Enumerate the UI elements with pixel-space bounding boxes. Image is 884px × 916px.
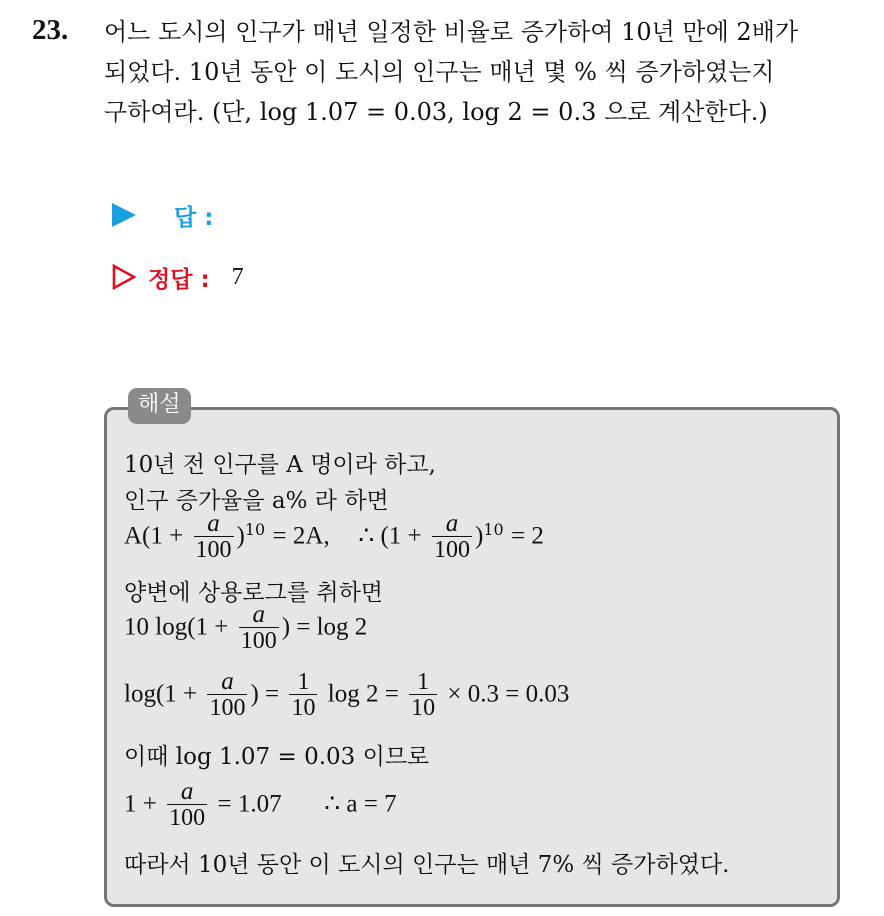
fraction: $\frac{a}{100}$ [169,778,206,831]
solution-line-3: A(1 + $\frac{a}{100}$ )$^{10}$ = 2A, ∴ (1 + $\frac{a}{100}$ )$^{10}$ = 2 [124,510,544,563]
answer-row [112,198,213,232]
exponent: 10 [483,519,504,539]
exponent: 10 [244,519,266,539]
solution-tag: 해설 [128,388,191,424]
solution-line-8: 1 + $\frac{a}{100}$ = 1.07 ∴ a = 7 [124,778,397,831]
question-number: 23. [32,14,69,46]
fraction: $\frac{a}{100}$ [433,510,470,563]
solution-line-4: 양변에 상용로그를 취하면 [124,580,384,606]
fraction: $\frac{a}{100}$ [195,510,232,563]
eq-text: ∴ (1 + [358,522,422,550]
solution-line-2: 인구 증가율을 a% 라 하면 [124,488,389,514]
fraction: $\frac{1}{10}$ [411,669,436,721]
fraction: $\frac{a}{100}$ [209,668,246,721]
correct-answer-row [112,260,244,294]
fraction: $\frac{a}{100}$ [240,601,277,654]
play-filled-icon [112,203,136,227]
answer-label: 답 : [174,204,214,231]
question-line: 어느 도시의 인구가 매년 일정한 비율로 증가하여 10년 만에 2배가 [104,18,799,46]
play-outline-icon [112,264,136,290]
eq-text: A(1 + [124,522,184,550]
solution-line-1: 10년 전 인구를 A 명이라 하고, [124,452,436,478]
correct-answer-value: 7 [231,263,244,290]
correct-answer-label: 정답 : [148,266,210,293]
solution-line-6: log(1 + $\frac{a}{100}$ ) = $\frac{1}{10}$ log 2 = $\frac{1}{10}$ × 0.3 = 0.03 [124,668,570,721]
fraction: $\frac{1}{10}$ [291,669,316,721]
solution-line-9: 따라서 10년 동안 이 도시의 인구는 매년 7% 씩 증가하였다. [124,852,730,878]
eq-text: = 2A, [272,522,330,550]
question-line: 구하여라. (단, log 1.07 = 0.03, log 2 = 0.3 으로 계산한다.) [104,98,768,126]
eq-text: = 2 [510,522,544,550]
question-text [104,12,864,132]
solution-line-5: 10 log(1 + $\frac{a}{100}$ ) = log 2 [124,601,368,654]
solution-line-7: 이때 log 1.07 = 0.03 이므로 [124,744,430,770]
question-line: 되었다. 10년 동안 이 도시의 인구는 매년 몇 % 씩 증가하였는지 [104,58,775,86]
